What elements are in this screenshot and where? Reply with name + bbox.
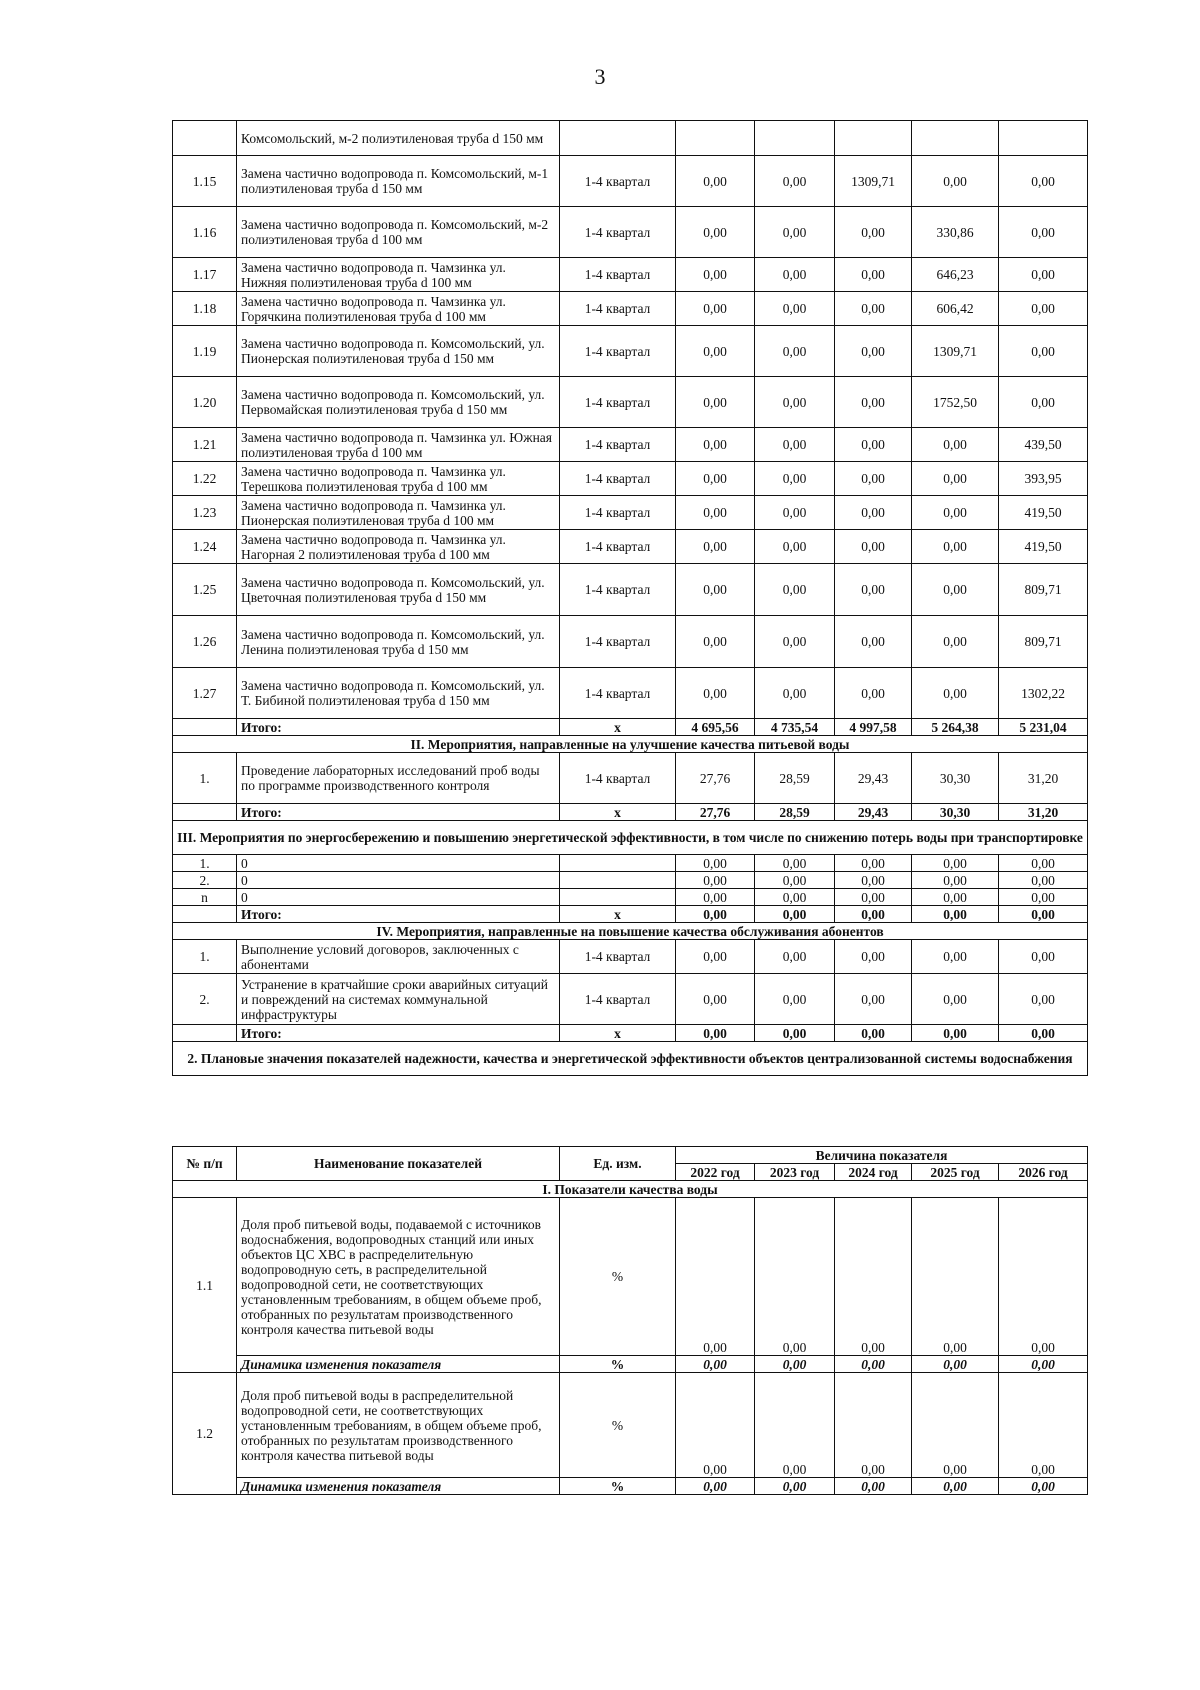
period-cell	[560, 121, 676, 156]
row-number: 1.19	[173, 326, 237, 377]
total-value: 27,76	[676, 804, 755, 821]
period-cell	[560, 889, 676, 906]
measure-row	[173, 496, 1088, 530]
value-cell	[835, 121, 912, 156]
measure-name: Замена частично водопровода п. Комсомольский, м-1 полиэтиленовая труба d 150 мм	[237, 156, 560, 207]
row-number	[173, 906, 237, 923]
measure-row	[173, 462, 1088, 496]
measure-name: Замена частично водопровода п. Комсомольский, ул. Т. Бибиной полиэтиленовая труба d 150 мм	[237, 668, 560, 719]
total-row	[173, 1025, 1088, 1042]
measure-row	[173, 326, 1088, 377]
period-cell: 1-4 квартал	[560, 753, 676, 804]
total-label: Итого:	[237, 804, 560, 821]
measure-row	[173, 616, 1088, 668]
measure-row	[173, 292, 1088, 326]
dynamics-value: 0,00	[676, 1478, 755, 1495]
section-title: II. Мероприятия, направленные на улучшение качества питьевой воды	[173, 736, 1088, 753]
measure-row	[173, 974, 1088, 1025]
measure-row	[173, 156, 1088, 207]
total-value: 0,00	[999, 906, 1088, 923]
value-cell: 0,00	[755, 564, 835, 616]
dynamics-value: 0,00	[755, 1478, 835, 1495]
total-value: 5 231,04	[999, 719, 1088, 736]
value-cell: 0,00	[755, 156, 835, 207]
measure-name: Замена частично водопровода п. Комсомольский, ул. Пионерская полиэтиленовая труба d 150 мм	[237, 326, 560, 377]
value-cell: 0,00	[755, 530, 835, 564]
value-cell: 0,00	[999, 889, 1088, 906]
measure-row	[173, 121, 1088, 156]
total-label: Итого:	[237, 719, 560, 736]
value-cell: 0,00	[999, 855, 1088, 872]
value-cell: 0,00	[835, 889, 912, 906]
value-cell	[999, 121, 1088, 156]
total-value: 0,00	[912, 1025, 999, 1042]
value-cell: 0,00	[755, 377, 835, 428]
value-cell: 0,00	[999, 156, 1088, 207]
section-title: IV. Мероприятия, направленные на повышение качества обслуживания абонентов	[173, 923, 1088, 940]
value-cell: 0,00	[912, 496, 999, 530]
value-cell: 0,00	[755, 292, 835, 326]
value-cell: 0,00	[835, 1373, 912, 1478]
value-cell: 0,00	[676, 1198, 755, 1356]
dynamics-value: 0,00	[912, 1478, 999, 1495]
total-value: 30,30	[912, 804, 999, 821]
measure-name: Замена частично водопровода п. Чамзинка ул. Терешкова полиэтиленовая труба d 100 мм	[237, 462, 560, 496]
value-cell: 0,00	[999, 326, 1088, 377]
value-cell: 0,00	[999, 872, 1088, 889]
section-title: 2. Плановые значения показателей надежности, качества и энергетической эффективности объектов централизованной системы водоснабжения	[173, 1042, 1088, 1076]
value-cell: 0,00	[912, 1373, 999, 1478]
value-cell: 0,00	[755, 326, 835, 377]
value-cell: 0,00	[835, 326, 912, 377]
value-cell: 0,00	[676, 462, 755, 496]
value-cell: 0,00	[755, 872, 835, 889]
total-value: 0,00	[835, 906, 912, 923]
value-cell: 0,00	[676, 940, 755, 974]
measure-row	[173, 428, 1088, 462]
value-cell: 1309,71	[835, 156, 912, 207]
value-cell: 0,00	[999, 1373, 1088, 1478]
section-title-row	[173, 923, 1088, 940]
value-cell: 0,00	[676, 292, 755, 326]
measure-name: Замена частично водопровода п. Чамзинка ул. Южная полиэтиленовая труба d 100 мм	[237, 428, 560, 462]
value-cell: 0,00	[755, 207, 835, 258]
value-cell: 0,00	[755, 462, 835, 496]
measure-row	[173, 940, 1088, 974]
dynamics-value: 0,00	[835, 1478, 912, 1495]
period-cell: 1-4 квартал	[560, 974, 676, 1025]
total-row	[173, 906, 1088, 923]
value-cell: 0,00	[912, 1198, 999, 1356]
value-cell: 0,00	[835, 258, 912, 292]
value-cell: 0,00	[755, 496, 835, 530]
value-cell: 0,00	[835, 377, 912, 428]
unit-cell: %	[560, 1198, 676, 1356]
measure-name: Замена частично водопровода п. Чамзинка ул. Нагорная 2 полиэтиленовая труба d 100 мм	[237, 530, 560, 564]
row-number	[173, 121, 237, 156]
measure-row	[173, 207, 1088, 258]
value-cell: 0,00	[755, 1373, 835, 1478]
value-cell: 419,50	[999, 530, 1088, 564]
value-cell: 0,00	[835, 940, 912, 974]
row-number: 1.25	[173, 564, 237, 616]
total-x: х	[560, 906, 676, 923]
period-cell: 1-4 квартал	[560, 207, 676, 258]
measure-row	[173, 377, 1088, 428]
row-number: 1.16	[173, 207, 237, 258]
indicator-name: Доля проб питьевой воды, подаваемой с источников водоснабжения, водопроводных станций или иных объектов ЦС ХВС в распределительную водопроводную сеть, в распределительной водопроводной сети, не соответствующих установленным требованиям, в общем объеме проб, отобранных по результатам производственного контроля качества питьевой воды	[237, 1198, 560, 1356]
section-title-row	[173, 1181, 1088, 1198]
total-value: 0,00	[999, 1025, 1088, 1042]
header-name: Наименование показателей	[237, 1147, 560, 1181]
period-cell: 1-4 квартал	[560, 428, 676, 462]
total-value: 28,59	[755, 804, 835, 821]
value-cell: 0,00	[835, 428, 912, 462]
measure-name: Замена частично водопровода п. Комсомольский, ул. Цветочная полиэтиленовая труба d 150 мм	[237, 564, 560, 616]
indicator-row	[173, 1373, 1088, 1478]
dynamics-row	[173, 1478, 1088, 1495]
value-cell: 0,00	[676, 668, 755, 719]
value-cell: 0,00	[755, 258, 835, 292]
value-cell: 0,00	[835, 292, 912, 326]
value-cell: 0,00	[912, 428, 999, 462]
value-cell: 1309,71	[912, 326, 999, 377]
row-number: 1.	[173, 855, 237, 872]
total-value: 0,00	[676, 906, 755, 923]
value-cell: 0,00	[835, 872, 912, 889]
total-label: Итого:	[237, 1025, 560, 1042]
value-cell: 0,00	[999, 207, 1088, 258]
value-cell: 0,00	[999, 940, 1088, 974]
value-cell: 1752,50	[912, 377, 999, 428]
row-number: 2.	[173, 872, 237, 889]
total-row	[173, 804, 1088, 821]
period-cell: 1-4 квартал	[560, 530, 676, 564]
value-cell: 0,00	[835, 1198, 912, 1356]
header-row	[173, 1147, 1088, 1164]
dynamics-label: Динамика изменения показателя	[237, 1478, 560, 1495]
value-cell: 0,00	[676, 496, 755, 530]
period-cell: 1-4 квартал	[560, 462, 676, 496]
value-cell: 0,00	[999, 292, 1088, 326]
value-cell: 0,00	[999, 1198, 1088, 1356]
row-number: 1.21	[173, 428, 237, 462]
row-number	[173, 1025, 237, 1042]
period-cell	[560, 872, 676, 889]
value-cell: 0,00	[835, 207, 912, 258]
value-cell: 0,00	[676, 326, 755, 377]
measure-name: 0	[237, 855, 560, 872]
period-cell: 1-4 квартал	[560, 668, 676, 719]
value-cell: 0,00	[676, 428, 755, 462]
value-cell: 0,00	[755, 974, 835, 1025]
value-cell: 0,00	[676, 156, 755, 207]
row-number	[173, 804, 237, 821]
value-cell	[755, 121, 835, 156]
row-number: 1.24	[173, 530, 237, 564]
value-cell: 330,86	[912, 207, 999, 258]
header-num: № п/п	[173, 1147, 237, 1181]
dynamics-value: 0,00	[912, 1356, 999, 1373]
value-cell: 809,71	[999, 616, 1088, 668]
indicators-table	[172, 1146, 1088, 1495]
header-year: 2026 год	[999, 1164, 1088, 1181]
period-cell: 1-4 квартал	[560, 377, 676, 428]
indicator-row	[173, 1198, 1088, 1356]
value-cell: 0,00	[912, 855, 999, 872]
total-x: х	[560, 804, 676, 821]
value-cell: 0,00	[912, 889, 999, 906]
total-x: х	[560, 719, 676, 736]
value-cell: 27,76	[676, 753, 755, 804]
measure-row	[173, 855, 1088, 872]
value-cell: 0,00	[676, 207, 755, 258]
period-cell: 1-4 квартал	[560, 496, 676, 530]
measure-row	[173, 872, 1088, 889]
value-cell: 0,00	[999, 258, 1088, 292]
total-x: х	[560, 1025, 676, 1042]
value-cell: 0,00	[835, 668, 912, 719]
measure-name: Комсомольский, м-2 полиэтиленовая труба d 150 мм	[237, 121, 560, 156]
row-number: 1.15	[173, 156, 237, 207]
dynamics-label: Динамика изменения показателя	[237, 1356, 560, 1373]
period-cell: 1-4 квартал	[560, 292, 676, 326]
total-value: 31,20	[999, 804, 1088, 821]
header-year: 2024 год	[835, 1164, 912, 1181]
value-cell	[912, 121, 999, 156]
total-value: 29,43	[835, 804, 912, 821]
dynamics-unit: %	[560, 1356, 676, 1373]
value-cell: 0,00	[912, 462, 999, 496]
measure-name: Выполнение условий договоров, заключенных с абонентами	[237, 940, 560, 974]
section-title: III. Мероприятия по энергосбережению и повышению энергетической эффективности, в том числе по снижению потерь воды при транспортировке	[173, 821, 1088, 855]
dynamics-value: 0,00	[999, 1478, 1088, 1495]
value-cell: 646,23	[912, 258, 999, 292]
value-cell: 0,00	[835, 496, 912, 530]
value-cell: 0,00	[755, 1198, 835, 1356]
unit-cell: %	[560, 1373, 676, 1478]
value-cell: 0,00	[755, 940, 835, 974]
measure-name: Замена частично водопровода п. Чамзинка ул. Горячкина полиэтиленовая труба d 100 мм	[237, 292, 560, 326]
value-cell: 439,50	[999, 428, 1088, 462]
value-cell: 0,00	[912, 156, 999, 207]
total-value: 4 695,56	[676, 719, 755, 736]
page-number: 3	[594, 64, 606, 89]
measure-name: Замена частично водопровода п. Комсомольский, ул. Ленина полиэтиленовая труба d 150 мм	[237, 616, 560, 668]
period-cell: 1-4 квартал	[560, 616, 676, 668]
header-year: 2023 год	[755, 1164, 835, 1181]
value-cell: 0,00	[999, 974, 1088, 1025]
total-value: 4 997,58	[835, 719, 912, 736]
value-cell: 0,00	[912, 530, 999, 564]
header-year: 2025 год	[912, 1164, 999, 1181]
row-number	[173, 719, 237, 736]
row-number: 1.22	[173, 462, 237, 496]
row-number: 1.27	[173, 668, 237, 719]
value-cell: 0,00	[912, 564, 999, 616]
row-number: 1.20	[173, 377, 237, 428]
total-label: Итого:	[237, 906, 560, 923]
dynamics-value: 0,00	[755, 1356, 835, 1373]
row-number: 1.2	[173, 1373, 237, 1495]
value-cell: 393,95	[999, 462, 1088, 496]
value-cell: 0,00	[912, 872, 999, 889]
value-cell: 606,42	[912, 292, 999, 326]
total-value: 4 735,54	[755, 719, 835, 736]
value-cell: 0,00	[676, 872, 755, 889]
dynamics-value: 0,00	[676, 1356, 755, 1373]
measure-row	[173, 564, 1088, 616]
section-title-row	[173, 821, 1088, 855]
section-title: I. Показатели качества воды	[173, 1181, 1088, 1198]
value-cell: 0,00	[676, 258, 755, 292]
value-cell: 0,00	[676, 855, 755, 872]
value-cell	[676, 121, 755, 156]
value-cell: 28,59	[755, 753, 835, 804]
dynamics-value: 0,00	[835, 1356, 912, 1373]
total-value: 0,00	[912, 906, 999, 923]
dynamics-unit: %	[560, 1478, 676, 1495]
value-cell: 0,00	[835, 564, 912, 616]
measure-name: Замена частично водопровода п. Чамзинка ул. Пионерская полиэтиленовая труба d 100 мм	[237, 496, 560, 530]
value-cell: 0,00	[755, 668, 835, 719]
total-value: 0,00	[755, 1025, 835, 1042]
section-title-row	[173, 736, 1088, 753]
value-cell: 809,71	[999, 564, 1088, 616]
value-cell: 419,50	[999, 496, 1088, 530]
total-value: 0,00	[835, 1025, 912, 1042]
indicator-name: Доля проб питьевой воды в распределительной водопроводной сети, не соответствующих установленным требованиям, в общем объеме проб, отобранных по результатам производственного контроля качества питьевой воды	[237, 1373, 560, 1478]
value-cell: 0,00	[676, 1373, 755, 1478]
value-cell: 31,20	[999, 753, 1088, 804]
value-cell: 0,00	[912, 974, 999, 1025]
total-value: 0,00	[755, 906, 835, 923]
total-value: 5 264,38	[912, 719, 999, 736]
value-cell: 0,00	[835, 616, 912, 668]
value-cell: 1302,22	[999, 668, 1088, 719]
measure-name: 0	[237, 872, 560, 889]
value-cell: 0,00	[676, 616, 755, 668]
header-value: Величина показателя	[676, 1147, 1088, 1164]
value-cell: 0,00	[835, 462, 912, 496]
value-cell: 29,43	[835, 753, 912, 804]
measure-name: Замена частично водопровода п. Комсомольский, м-2 полиэтиленовая труба d 100 мм	[237, 207, 560, 258]
total-row	[173, 719, 1088, 736]
row-number: 1.	[173, 753, 237, 804]
value-cell: 0,00	[912, 616, 999, 668]
period-cell	[560, 855, 676, 872]
period-cell: 1-4 квартал	[560, 326, 676, 377]
section-title-row	[173, 1042, 1088, 1076]
measure-row	[173, 530, 1088, 564]
row-number: 2.	[173, 974, 237, 1025]
row-number: 1.23	[173, 496, 237, 530]
measures-table	[172, 120, 1088, 1076]
value-cell: 0,00	[755, 889, 835, 906]
value-cell: 0,00	[676, 377, 755, 428]
value-cell: 0,00	[676, 889, 755, 906]
header-year: 2022 год	[676, 1164, 755, 1181]
value-cell: 30,30	[912, 753, 999, 804]
value-cell: 0,00	[835, 855, 912, 872]
measure-name: Замена частично водопровода п. Комсомольский, ул. Первомайская полиэтиленовая труба d 150 мм	[237, 377, 560, 428]
measure-name: 0	[237, 889, 560, 906]
value-cell: 0,00	[835, 530, 912, 564]
dynamics-value: 0,00	[999, 1356, 1088, 1373]
value-cell: 0,00	[912, 940, 999, 974]
period-cell: 1-4 квартал	[560, 940, 676, 974]
value-cell: 0,00	[835, 974, 912, 1025]
period-cell: 1-4 квартал	[560, 258, 676, 292]
dynamics-row	[173, 1356, 1088, 1373]
row-number: 1.	[173, 940, 237, 974]
value-cell: 0,00	[676, 564, 755, 616]
period-cell: 1-4 квартал	[560, 564, 676, 616]
measure-name: Замена частично водопровода п. Чамзинка ул. Нижняя полиэтиленовая труба d 100 мм	[237, 258, 560, 292]
row-number: n	[173, 889, 237, 906]
value-cell: 0,00	[676, 530, 755, 564]
total-value: 0,00	[676, 1025, 755, 1042]
row-number: 1.18	[173, 292, 237, 326]
value-cell: 0,00	[912, 668, 999, 719]
value-cell: 0,00	[999, 377, 1088, 428]
measure-row	[173, 889, 1088, 906]
row-number: 1.1	[173, 1198, 237, 1373]
row-number: 1.26	[173, 616, 237, 668]
value-cell: 0,00	[755, 616, 835, 668]
period-cell: 1-4 квартал	[560, 156, 676, 207]
value-cell: 0,00	[755, 855, 835, 872]
header-unit: Ед. изм.	[560, 1147, 676, 1181]
measure-row	[173, 753, 1088, 804]
row-number: 1.17	[173, 258, 237, 292]
measure-name: Устранение в кратчайшие сроки аварийных ситуаций и повреждений на системах коммунальной инфраструктуры	[237, 974, 560, 1025]
measure-name: Проведение лабораторных исследований проб воды по программе производственного контроля	[237, 753, 560, 804]
measure-row	[173, 258, 1088, 292]
value-cell: 0,00	[676, 974, 755, 1025]
measure-row	[173, 668, 1088, 719]
value-cell: 0,00	[755, 428, 835, 462]
